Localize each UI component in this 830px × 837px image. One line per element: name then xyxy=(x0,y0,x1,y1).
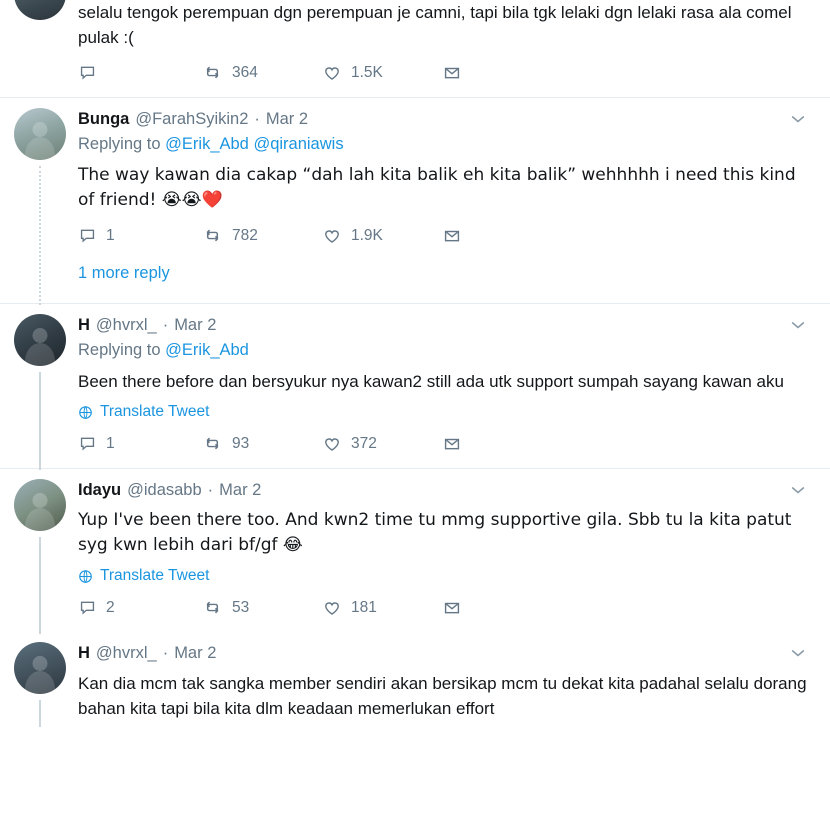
like-count: 372 xyxy=(351,434,377,452)
tweet-actions xyxy=(78,62,810,83)
tweet-body xyxy=(78,0,816,93)
timestamp[interactable]: Mar 2 xyxy=(265,110,309,128)
avatar-gutter xyxy=(14,108,78,299)
separator: · xyxy=(254,110,260,128)
chevron-down-icon[interactable] xyxy=(788,315,808,335)
heart-icon xyxy=(322,63,342,83)
envelope-icon xyxy=(442,226,462,246)
reply-button[interactable] xyxy=(78,434,202,453)
like-button[interactable] xyxy=(322,226,442,246)
tweet-actions xyxy=(78,225,810,246)
translate-label: Translate Tweet xyxy=(100,567,210,584)
reply-count: 1 xyxy=(106,434,115,452)
envelope-icon xyxy=(442,63,462,83)
user-handle[interactable]: @idasabb xyxy=(127,481,202,499)
thread-connector xyxy=(39,166,41,305)
retweet-count: 782 xyxy=(232,226,258,244)
timestamp[interactable]: Mar 2 xyxy=(219,481,262,499)
tweet-body xyxy=(78,108,816,299)
tweet-text: Kan dia mcm tak sangka member sendiri akan bersikap mcm tu dekat kita padahal selalu dorang bahan kita tapi bila kita dlm keadaan memerlukan effort xyxy=(78,674,812,718)
user-handle[interactable]: @hvrxl_ xyxy=(95,316,157,334)
user-handle[interactable]: @FarahSyikin2 xyxy=(135,110,249,128)
avatar[interactable] xyxy=(14,642,66,694)
retweet-icon xyxy=(202,597,223,618)
reply-icon xyxy=(78,63,97,82)
avatar-gutter xyxy=(14,314,78,464)
tweet-actions xyxy=(78,433,810,454)
reply-icon xyxy=(78,598,97,617)
reply-button[interactable] xyxy=(78,226,202,245)
translate-label: Translate Tweet xyxy=(100,403,210,420)
avatar-gutter xyxy=(14,479,78,628)
chevron-down-icon[interactable] xyxy=(788,643,808,663)
heart-icon xyxy=(322,226,342,246)
thread-connector xyxy=(39,537,41,634)
tweet-header xyxy=(78,314,810,336)
retweet-count: 53 xyxy=(232,598,250,616)
heart-icon xyxy=(322,434,342,454)
retweet-icon xyxy=(202,433,223,454)
reply-count: 1 xyxy=(106,226,115,244)
envelope-icon xyxy=(442,434,462,454)
like-button[interactable] xyxy=(322,598,442,618)
retweet-button[interactable] xyxy=(202,433,322,454)
display-name[interactable]: H xyxy=(78,316,90,334)
reply-button[interactable] xyxy=(78,63,202,82)
avatar[interactable] xyxy=(14,314,66,366)
mention-link[interactable]: @Erik_Abd xyxy=(165,135,249,153)
tweet-header xyxy=(78,108,810,130)
tweet-item[interactable] xyxy=(0,98,830,304)
replying-to-label: Replying to xyxy=(78,341,161,359)
share-button[interactable] xyxy=(442,598,462,618)
mention-link[interactable]: @Erik_Abd xyxy=(165,341,249,359)
translate-tweet-link[interactable] xyxy=(78,403,810,421)
replying-to-label: Replying to xyxy=(78,135,161,153)
avatar[interactable] xyxy=(14,479,66,531)
display-name[interactable]: Idayu xyxy=(78,481,122,499)
globe-icon xyxy=(78,405,93,420)
display-name[interactable]: Bunga xyxy=(78,110,130,128)
more-replies-link[interactable]: 1 more reply xyxy=(78,264,170,282)
tweet-body xyxy=(78,642,816,721)
reply-icon xyxy=(78,226,97,245)
reply-button[interactable] xyxy=(78,598,202,617)
share-button[interactable] xyxy=(442,434,462,454)
timestamp[interactable]: Mar 2 xyxy=(174,316,217,334)
retweet-button[interactable] xyxy=(202,597,322,618)
thread-connector xyxy=(39,372,41,470)
separator: · xyxy=(162,316,169,334)
tweet-text: Been there before dan bersyukur nya kawan2 still ada utk support sumpah sayang kawan aku xyxy=(78,372,784,391)
avatar[interactable] xyxy=(14,108,66,160)
like-button[interactable] xyxy=(322,63,442,83)
retweet-icon xyxy=(202,225,223,246)
tweet-text: Yup I've been there too. And kwn2 time tu mmg supportive gila. Sbb tu la kita patut syg kwn lebih dari bf/gf 😂 xyxy=(78,510,797,555)
translate-tweet-link[interactable] xyxy=(78,567,810,585)
tweet-text: selalu tengok perempuan dgn perempuan je camni, tapi bila tgk lelaki dgn lelaki rasa ala comel pulak :( xyxy=(78,3,797,47)
tweet-item[interactable] xyxy=(0,469,830,632)
tweet-text: The way kawan dia cakap “dah lah kita balik eh kita balik” wehhhhh i need this kind of friend! 😭😭❤️ xyxy=(78,165,802,210)
tweet-body xyxy=(78,479,816,628)
tweet-fragment-top[interactable] xyxy=(0,0,830,98)
like-button[interactable] xyxy=(322,434,442,454)
tweet-item[interactable] xyxy=(0,304,830,469)
like-count: 1.9K xyxy=(351,226,383,244)
reply-icon xyxy=(78,434,97,453)
replying-to xyxy=(78,132,810,156)
heart-icon xyxy=(322,598,342,618)
chevron-down-icon[interactable] xyxy=(788,109,808,129)
separator: · xyxy=(162,644,169,662)
share-button[interactable] xyxy=(442,226,462,246)
like-count: 1.5K xyxy=(351,63,383,81)
tweet-actions xyxy=(78,597,810,618)
display-name[interactable]: H xyxy=(78,644,90,662)
retweet-count: 93 xyxy=(232,434,250,452)
avatar[interactable] xyxy=(14,0,66,20)
avatar-gutter xyxy=(14,642,78,721)
globe-icon xyxy=(78,569,93,584)
like-count: 181 xyxy=(351,598,377,616)
separator: · xyxy=(207,481,214,499)
retweet-button[interactable] xyxy=(202,225,322,246)
avatar-gutter xyxy=(14,0,78,93)
mention-link[interactable]: @qiraniawis xyxy=(253,135,344,153)
user-handle[interactable]: @hvrxl_ xyxy=(95,644,157,662)
retweet-button[interactable] xyxy=(202,62,322,83)
thread-connector xyxy=(39,700,41,727)
retweet-icon xyxy=(202,62,223,83)
timestamp[interactable]: Mar 2 xyxy=(174,644,217,662)
tweet-header xyxy=(78,642,810,664)
tweet-header xyxy=(78,479,810,501)
replying-to xyxy=(78,338,810,362)
reply-count: 2 xyxy=(106,598,115,616)
tweet-body xyxy=(78,314,816,464)
chevron-down-icon[interactable] xyxy=(788,480,808,500)
share-button[interactable] xyxy=(442,63,462,83)
envelope-icon xyxy=(442,598,462,618)
retweet-count: 364 xyxy=(232,63,258,81)
tweet-item[interactable] xyxy=(0,632,830,725)
